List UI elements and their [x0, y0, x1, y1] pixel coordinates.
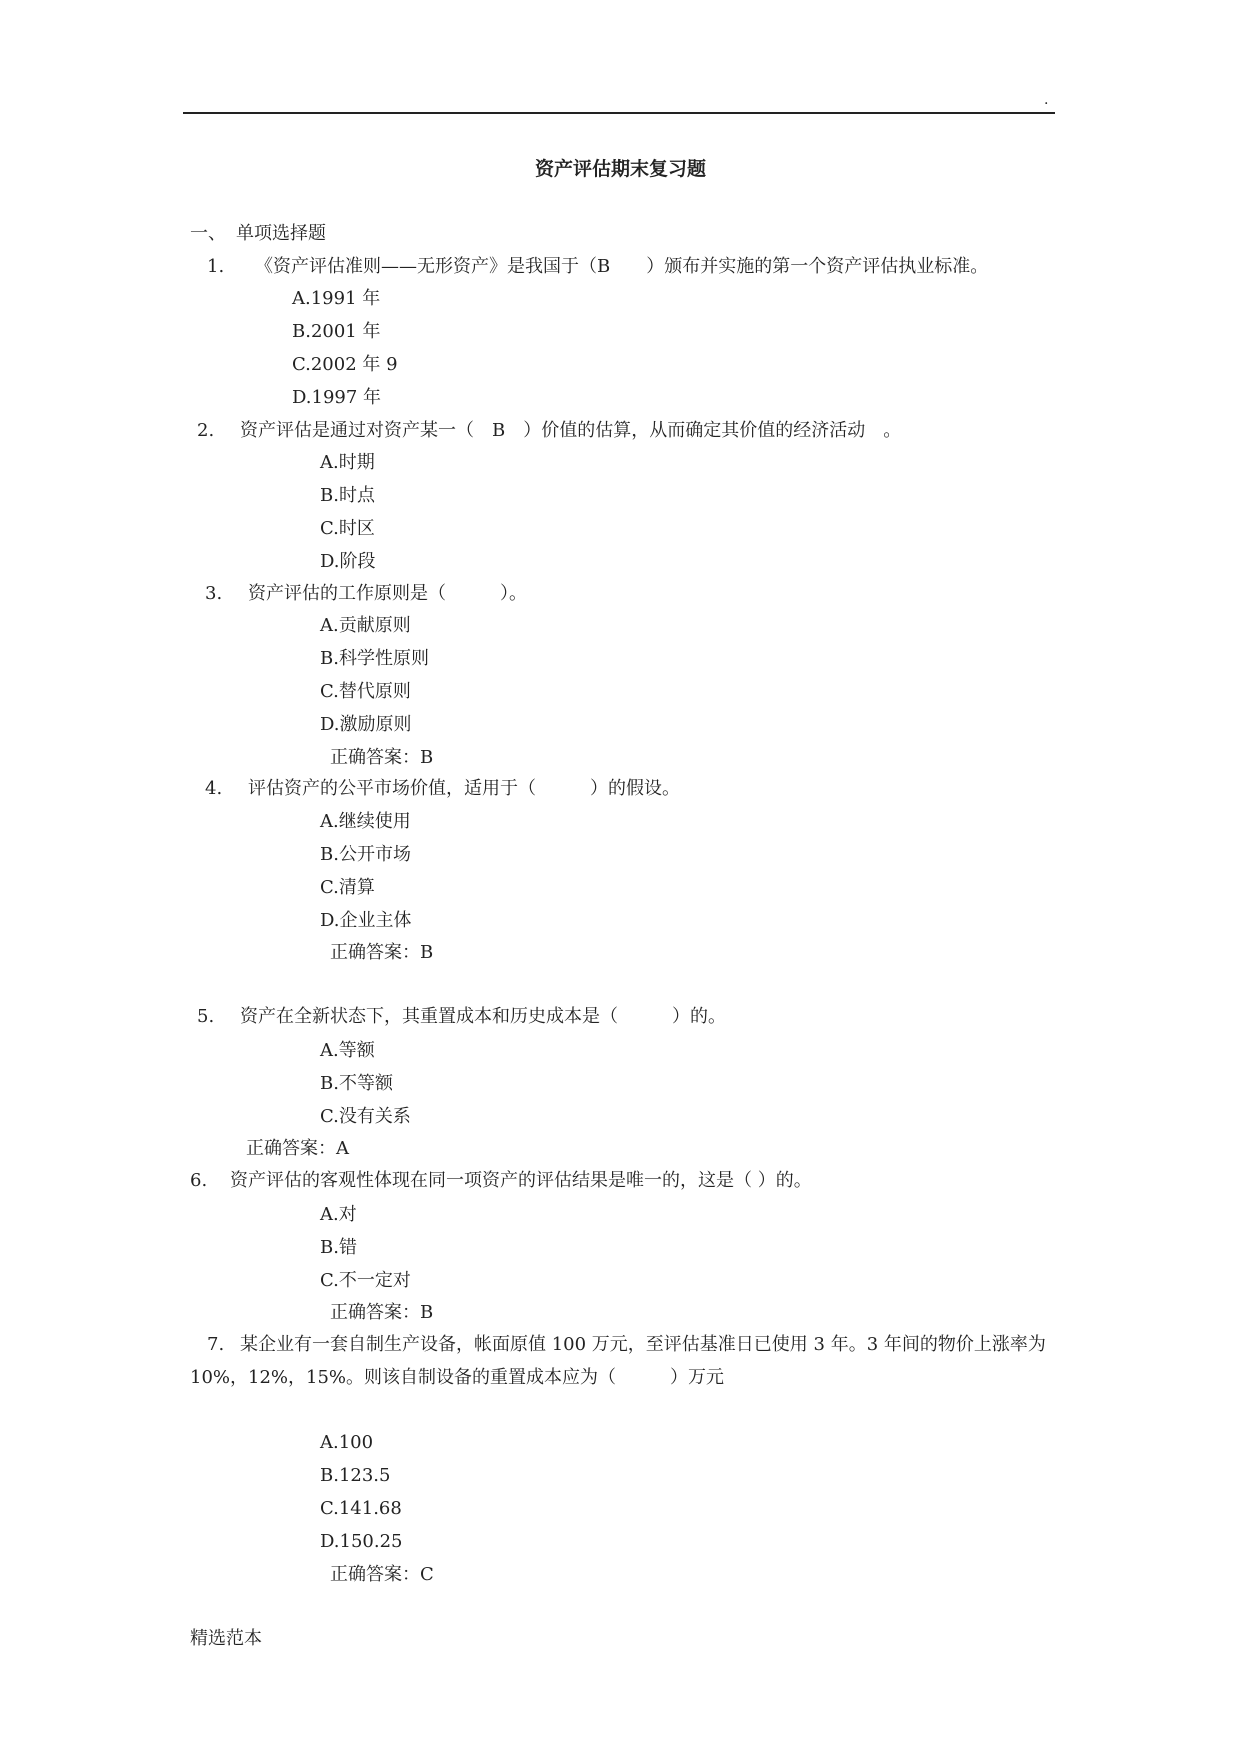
question-1-option-a: A.1991 年 — [292, 288, 381, 309]
question-5-option-c: C.没有关系 — [320, 1106, 411, 1127]
question-2-text: 资产评估是通过对资产某一（ B ）价值的估算，从而确定其价值的经济活动 。 — [240, 420, 902, 441]
header-rule — [183, 112, 1055, 114]
question-7-number: 7. — [207, 1334, 225, 1355]
question-4-number: 4. — [205, 778, 223, 799]
question-4-option-d: D.企业主体 — [320, 910, 412, 931]
question-1-option-c: C.2002 年 9 — [292, 354, 398, 375]
question-3-option-a: A.贡献原则 — [320, 615, 411, 636]
question-2-option-b: B.时点 — [320, 485, 375, 506]
question-2-option-a: A.时期 — [320, 452, 375, 473]
page-title: 资产评估期末复习题 — [534, 158, 706, 180]
question-1-option-b: B.2001 年 — [292, 321, 381, 342]
section-number: 一、 — [190, 223, 226, 244]
question-4-text: 评估资产的公平市场价值，适用于（ ）的假设。 — [248, 778, 680, 799]
question-2-number: 2. — [197, 420, 215, 441]
question-3-option-c: C.替代原则 — [320, 681, 411, 702]
question-5-text: 资产在全新状态下，其重置成本和历史成本是（ ）的。 — [240, 1006, 726, 1027]
question-6-text: 资产评估的客观性体现在同一项资产的评估结果是唯一的，这是（ ）的。 — [230, 1170, 812, 1191]
question-5-number: 5. — [197, 1006, 215, 1027]
footer-label: 精选范本 — [190, 1628, 262, 1649]
question-7-option-a: A.100 — [320, 1432, 374, 1453]
question-4-option-c: C.清算 — [320, 877, 375, 898]
question-1-number: 1. — [207, 256, 225, 277]
question-4-option-a: A.继续使用 — [320, 811, 411, 832]
question-1-option-d: D.1997 年 — [292, 387, 382, 408]
question-1-text: 《资产评估准则——无形资产》是我国于（B ）颁布并实施的第一个资产评估执业标准。 — [255, 256, 989, 277]
question-6-option-c: C.不一定对 — [320, 1270, 411, 1291]
header-mark: . — [1044, 92, 1049, 108]
question-7-option-c: C.141.68 — [320, 1498, 402, 1519]
question-7-answer: 正确答案：C — [330, 1564, 434, 1585]
question-5-option-b: B.不等额 — [320, 1073, 393, 1094]
question-3-answer: 正确答案：B — [330, 747, 434, 768]
question-3-text: 资产评估的工作原则是（ ）。 — [248, 583, 527, 604]
question-4-answer: 正确答案：B — [330, 942, 434, 963]
question-5-answer: 正确答案：A — [246, 1138, 349, 1159]
question-4-option-b: B.公开市场 — [320, 844, 411, 865]
question-3-option-b: B.科学性原则 — [320, 648, 429, 669]
question-6-option-b: B.错 — [320, 1237, 357, 1258]
question-7-option-b: B.123.5 — [320, 1465, 391, 1486]
question-2-option-d: D.阶段 — [320, 551, 376, 572]
question-7-text: 某企业有一套自制生产设备，帐面原值 100 万元，至评估基准日已使用 3 年。3 年间的物价上涨率为 — [240, 1334, 1046, 1355]
question-3-number: 3. — [205, 583, 223, 604]
question-6-answer: 正确答案：B — [330, 1302, 434, 1323]
question-6-option-a: A.对 — [320, 1204, 357, 1225]
question-6-number: 6. — [190, 1170, 208, 1191]
question-7-option-d: D.150.25 — [320, 1531, 403, 1552]
section-label: 单项选择题 — [236, 223, 326, 244]
question-5-option-a: A.等额 — [320, 1040, 375, 1061]
question-2-option-c: C.时区 — [320, 518, 375, 539]
question-7-text-continued: 10%，12%，15%。则该自制设备的重置成本应为（ ）万元 — [190, 1367, 725, 1388]
question-3-option-d: D.激励原则 — [320, 714, 412, 735]
